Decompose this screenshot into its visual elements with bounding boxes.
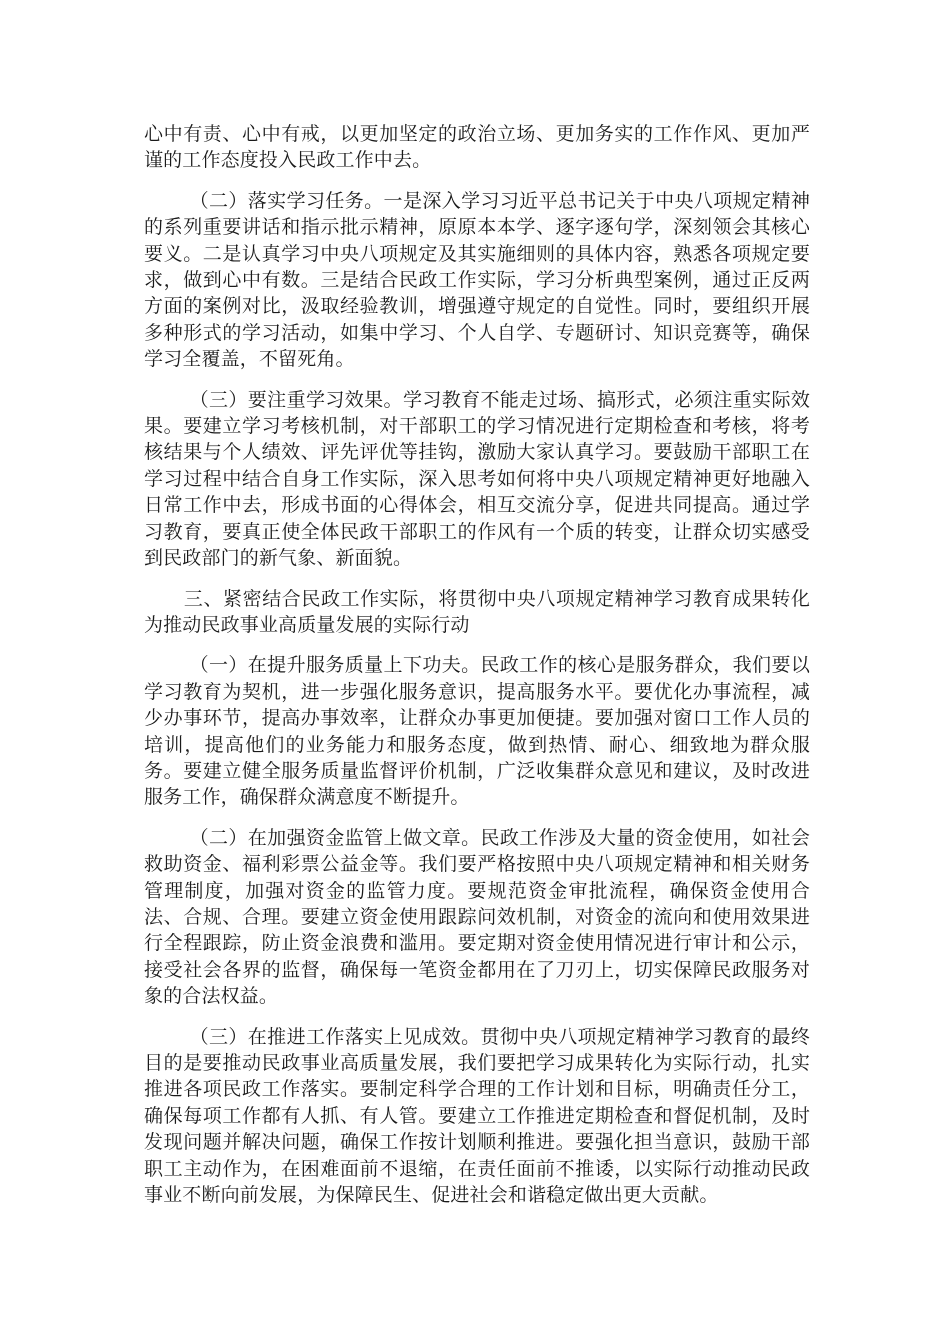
- document-page: [144, 121, 810, 1222]
- paragraph-study-effect: （三）要注重学习效果。学习教育不能走过场、搞形式，必须注重实际效果。要建立学习考核机制，对干部职工的学习情况进行定期检查和考核，将考核结果与个人绩效、评先评优等挂钩，激励大家认真学习。要鼓励干部职工在学习过程中结合自身工作实际，深入思考如何将中央八项规定精神更好地融入日常工作中去，形成书面的心得体会，相互交流分享，促进共同提高。通过学习教育，要真正使全体民政干部职工的作风有一个质的转变，让群众切实感受到民政部门的新气象、新面貌。: [144, 388, 810, 570]
- section-heading-three: 三、紧密结合民政工作实际，将贯彻中央八项规定精神学习教育成果转化为推动民政事业高质量发展的实际行动: [144, 587, 810, 636]
- paragraph-study-tasks: （二）落实学习任务。一是深入学习习近平总书记关于中央八项规定精神的系列重要讲话和指示批示精神，原原本本学、逐字逐句学，深刻领会其核心要义。二是认真学习中央八项规定及其实施细则的具体内容，熟悉各项规定要求，做到心中有数。三是结合民政工作实际，学习分析典型案例，通过正反两方面的案例对比，汲取经验教训，增强遵守规定的自觉性。同时，要组织开展多种形式的学习活动，如集中学习、个人自学、专题研讨、知识竞赛等，确保学习全覆盖，不留死角。: [144, 189, 810, 371]
- paragraph-service-quality: （一）在提升服务质量上下功夫。民政工作的核心是服务群众，我们要以学习教育为契机，进一步强化服务意识，提高服务水平。要优化办事流程，减少办事环节，提高办事效率，让群众办事更加便捷。要加强对窗口工作人员的培训，提高他们的业务能力和服务态度，做到热情、耐心、细致地为群众服务。要建立健全服务质量监督评价机制，广泛收集群众意见和建议，及时改进服务工作，确保群众满意度不断提升。: [144, 654, 810, 809]
- paragraph-work-implementation: （三）在推进工作落实上见成效。贯彻中央八项规定精神学习教育的最终目的是要推动民政事业高质量发展，我们要把学习成果转化为实际行动，扎实推进各项民政工作落实。要制定科学合理的工作计划和目标，明确责任分工，确保每项工作都有人抓、有人管。要建立工作推进定期检查和督促机制，及时发现问题并解决问题，确保工作按计划顺利推进。要强化担当意识，鼓励干部职工主动作为，在困难面前不退缩，在责任面前不推诿，以实际行动推动民政事业不断向前发展，为保障民生、促进社会和谐稳定做出更大贡献。: [144, 1025, 810, 1207]
- paragraph-fund-supervision: （二）在加强资金监管上做文章。民政工作涉及大量的资金使用，如社会救助资金、福利彩票公益金等。我们要严格按照中央八项规定精神和相关财务管理制度，加强对资金的监管力度。要规范资金审批流程，确保资金使用合法、合规、合理。要建立资金使用跟踪问效机制，对资金的流向和使用效果进行全程跟踪，防止资金浪费和滥用。要定期对资金使用情况进行审计和公示，接受社会各界的监督，确保每一笔资金都用在了刀刃上，切实保障民政服务对象的合法权益。: [144, 826, 810, 1008]
- paragraph-continuation: 心中有责、心中有戒，以更加坚定的政治立场、更加务实的工作作风、更加严谨的工作态度投入民政工作中去。: [144, 123, 810, 172]
